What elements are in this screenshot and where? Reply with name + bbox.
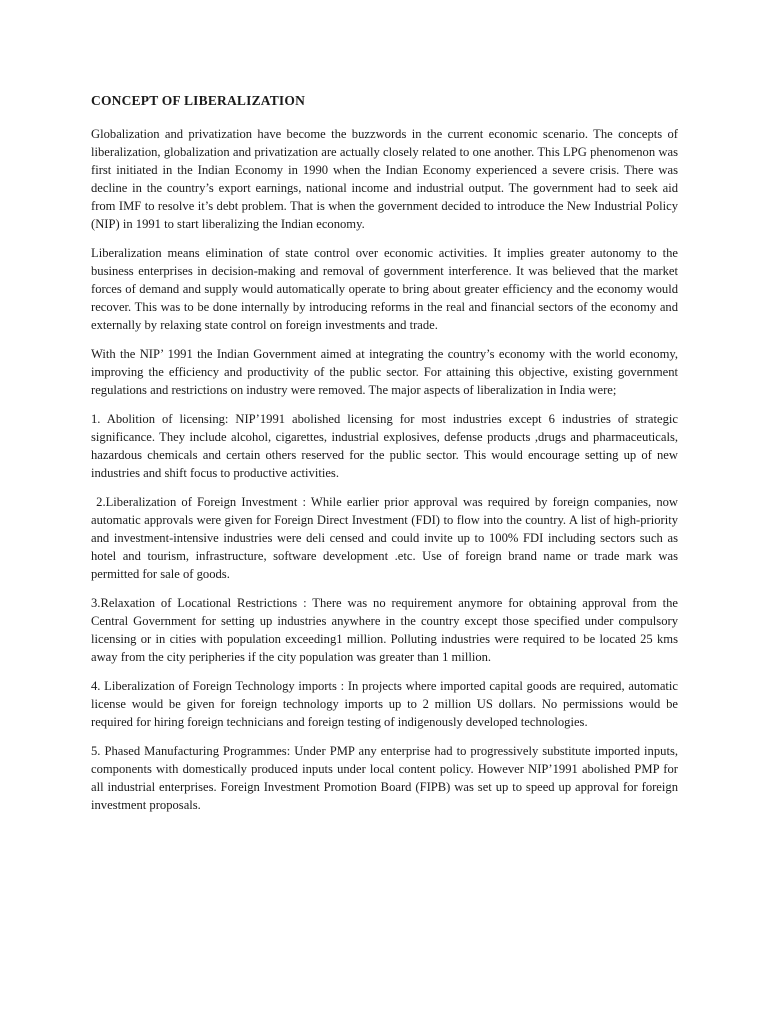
paragraph-phased-manufacturing: 5. Phased Manufacturing Programmes: Under PMP any enterprise had to progressively substitute imported inputs, components with domestically produced inputs under local content policy. However NIP’1991 abolished PMP for all industrial enterprises. Foreign Investment Promotion Board (FIPB) was set up to speed up approval for foreign investment proposals. [91,744,678,812]
paragraph-abolition-of-licensing: 1. Abolition of licensing: NIP’1991 abolished licensing for most industries except 6 industries of strategic significance. They include alcohol, cigarettes, industrial explosives, defense products ,drugs and pharmaceuticals, hazardous chemicals and certain others reserved for the public sector. This would encourage setting up of new industries and shift focus to productive activities. [91,412,678,480]
paragraph-intro: Globalization and privatization have become the buzzwords in the current economic scenario. The concepts of liberalization, globalization and privatization are actually closely related to one another. This LPG phenomenon was first initiated in the Indian Economy in 1990 when the Indian Economy experienced a severe crisis. There was decline in the country’s export earnings, national income and industrial output. The government had to seek aid from IMF to resolve it’s debt problem. That is when the government decided to introduce the New Industrial Policy (NIP) in 1991 to start liberalizing the Indian economy. [91,127,678,231]
paragraph-foreign-technology-imports: 4. Liberalization of Foreign Technology imports : In projects where imported capital goods are required, automatic license would be given for foreign technology imports up to 2 million US dollars. No permissions would be required for hiring foreign technicians and foreign testing of indigenously developed technologies. [91,679,678,729]
document-page [91,92,682,825]
document-title: CONCEPT OF LIBERALIZATION [91,93,306,108]
paragraph-foreign-investment: 2.Liberalization of Foreign Investment : While earlier prior approval was required by foreign companies, now automatic approvals were given for Foreign Direct Investment (FDI) to flow into the country. A list of high-priority and investment-intensive industries were deli censed and could invite up to 100% FDI including sectors such as hotel and tourism, infrastructure, software development .etc. Use of foreign brand name or trade mark was permitted for sale of goods. [91,495,682,581]
paragraph-liberalization-definition: Liberalization means elimination of state control over economic activities. It implies greater autonomy to the business enterprises in decision-making and removal of government interference. It was believed that the market forces of demand and supply would automatically operate to bring about greater efficiency and the economy would recover. This was to be done internally by introducing reforms in the real and financial sectors of the economy and externally by relaxing state control on foreign investments and trade. [91,246,678,332]
paragraph-locational-restrictions: 3.Relaxation of Locational Restrictions : There was no requirement anymore for obtaining approval from the Central Government for setting up industries anywhere in the country except those specified under compulsory licensing or in cities with population exceeding1 million. Polluting industries were required to be located 25 kms away from the city peripheries if the city population was greater than 1 million. [91,596,678,664]
paragraph-nip-1991: With the NIP’ 1991 the Indian Government aimed at integrating the country’s economy with the world economy, improving the efficiency and productivity of the public sector. For attaining this objective, existing government regulations and restrictions on industry were removed. The major aspects of liberalization in India were; [91,347,678,397]
